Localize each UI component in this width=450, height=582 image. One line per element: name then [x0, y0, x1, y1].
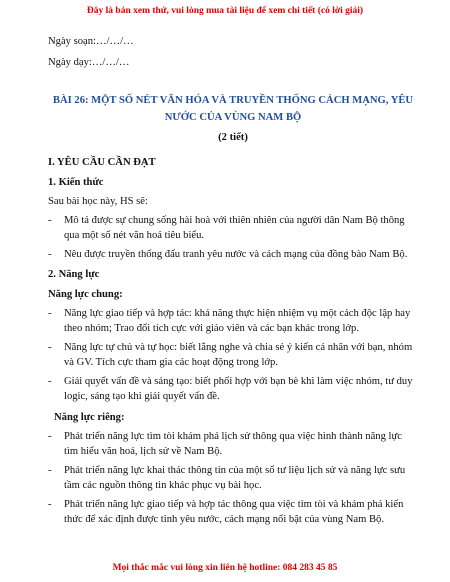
subheading-competency: 2. Năng lực	[48, 269, 100, 280]
list-item-text: Phát triển năng lực giao tiếp và hợp tác thông qua việc tìm tòi và khám phá kiến thức để xác định được tinh yêu nước, cách mạng nổi bật của vùng Nam Bộ.	[64, 499, 404, 525]
hotline-banner: Mọi thắc mắc vui lòng xin liên hệ hotline: 084 283 45 85	[112, 563, 338, 573]
list-item: - Mô tả được sự chung sống hài hoà với thiên nhiên của người dân Nam Bộ thông qua một số nét văn hoá tiêu biểu.	[48, 215, 405, 241]
lesson-title	[48, 92, 418, 126]
list-item: - Phát triển năng lực khai thác thông tin của một số tư liệu lịch sử và năng lực sưu tầm các nguồn thông tin khác phục vụ bài học.	[48, 465, 406, 491]
section-heading-requirements: I. YÊU CẦU CẦN ĐẠT	[48, 157, 156, 168]
list-item: - Năng lực giao tiếp và hợp tác: khả năng thực hiện nhiệm vụ một cách độc lập hay theo nhóm; Trao đổi tích cực với giáo viên và các bạn khác trong lớp.	[48, 308, 411, 334]
list-item: - Phát triển năng lực tìm tòi khám phá lịch sử thông qua việc hình thành năng lực tìm hiểu văn hoá, lịch sử về Nam Bộ.	[48, 431, 402, 457]
list-item: - Năng lực tự chủ và tự học: biết lắng nghe và chia sẻ ý kiến cá nhân với bạn, nhóm và GV. Tích cực tham gia các hoạt động trong lớp.	[48, 342, 413, 368]
list-item-text: Mô tả được sự chung sống hài hoà với thiên nhiên của người dân Nam Bộ thông qua một số nét văn hoá tiêu biểu.	[64, 215, 405, 241]
list-item: - Nêu được truyền thống đấu tranh yêu nước và cách mạng của đồng bào Nam Bộ.	[48, 249, 408, 260]
list-item-text: Phát triển năng lực tìm tòi khám phá lịch sử thông qua việc hình thành năng lực tìm hiểu văn hoá, lịch sử về Nam Bộ.	[64, 431, 402, 457]
list-item: - Giải quyết vấn đề và sáng tạo: biết phối hợp với bạn bè khi làm việc nhóm, tư duy logic, sáng tạo khi giải quyết vấn đề.	[48, 376, 413, 402]
list-item-text: Năng lực giao tiếp và hợp tác: khả năng thực hiện nhiệm vụ một cách độc lập hay theo nhóm; Trao đổi tích cực với giáo viên và các bạn khác trong lớp.	[64, 308, 411, 334]
list-item-text: Năng lực tự chủ và tự học: biết lắng nghe và chia sẻ ý kiến cá nhân với bạn, nhóm và GV. Tích cực tham gia các hoạt động trong lớp.	[64, 342, 413, 368]
lesson-title-line-1: BÀI 26: MỘT SỐ NÉT VĂN HÓA VÀ TRUYỀN THỐNG CÁCH MẠNG, YÊU	[52, 95, 414, 106]
list-item-text: Phát triển năng lực khai thác thông tin của một số tư liệu lịch sử và năng lực sưu tầm các nguồn thông tin khác phục vụ bài học.	[64, 465, 406, 491]
prep-date: Ngày soạn:…/…/…	[48, 36, 134, 47]
general-competency-heading: Năng lực chung:	[48, 289, 123, 300]
document-body	[48, 34, 418, 527]
teach-date: Ngày dạy:…/…/…	[48, 57, 130, 68]
subheading-knowledge: 1. Kiến thức	[48, 177, 104, 188]
lesson-duration: (2 tiết)	[218, 132, 248, 143]
specific-competency-list	[48, 429, 418, 527]
knowledge-list	[48, 213, 418, 262]
list-item-text: Nêu được truyền thống đấu tranh yêu nước và cách mạng của đồng bào Nam Bộ.	[64, 249, 408, 260]
general-competency-list	[48, 306, 418, 404]
preview-banner: Đây là bản xem thử, vui lòng mua tài liệu để xem chi tiết (có lời giải)	[86, 6, 364, 16]
intro-text: Sau bài học này, HS sẽ:	[48, 196, 148, 207]
lesson-title-line-2: NƯỚC CỦA VÙNG NAM BỘ	[164, 112, 302, 123]
list-item-text: Giải quyết vấn đề và sáng tạo: biết phối hợp với bạn bè khi làm việc nhóm, tư duy logic, sáng tạo khi giải quyết vấn đề.	[64, 376, 413, 402]
specific-competency-heading: Năng lực riêng:	[54, 412, 125, 423]
list-item: - Phát triển năng lực giao tiếp và hợp tác thông qua việc tìm tòi và khám phá kiến thức để xác định được tinh yêu nước, cách mạng nổi bật của vùng Nam Bộ.	[48, 499, 404, 525]
